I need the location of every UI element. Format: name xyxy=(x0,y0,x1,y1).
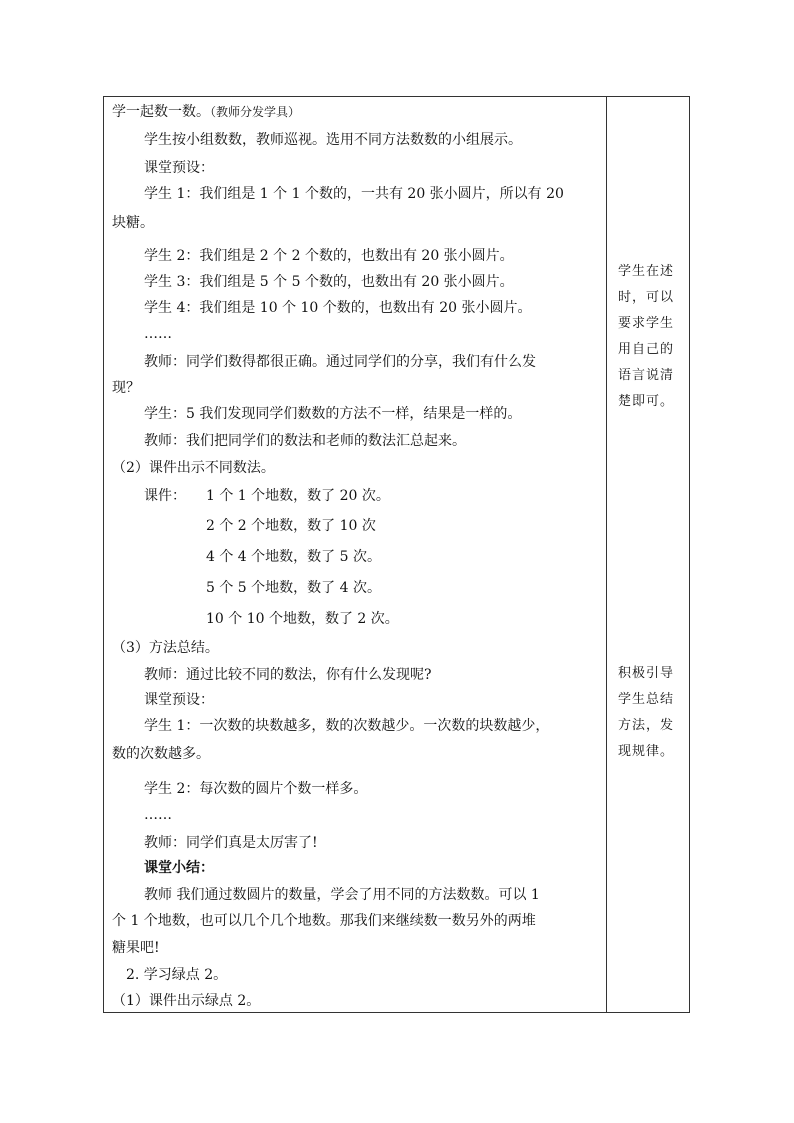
line-05: 块糖。 xyxy=(112,215,154,231)
line-25: 学生 2：每次数的圆片个数一样多。 xyxy=(144,781,368,797)
line-31: 糖果吧! xyxy=(112,940,160,956)
lesson-plan-table xyxy=(103,96,690,1013)
method-2: 2 个 2 个地数，数了 10 次 xyxy=(206,518,376,534)
line-26: …… xyxy=(144,807,172,823)
line-12: 学生：5 我们发现同学们数数的方法不一样，结果是一样的。 xyxy=(144,406,522,422)
method-3: 4 个 4 个地数，数了 5 次。 xyxy=(206,549,381,565)
method-4: 5 个 5 个地数，数了 4 次。 xyxy=(206,580,381,596)
line-29: 教师 我们通过数圆片的数量，学会了用不同的方法数数。可以 1 xyxy=(144,887,540,903)
line-20: （3）方法总结。 xyxy=(112,640,219,656)
line-03: 课堂预设： xyxy=(144,160,214,176)
line-27: 教师：同学们真是太厉害了! xyxy=(144,835,318,851)
summary-heading: 课堂小结： xyxy=(144,860,214,876)
line-01-text: 学一起数一数。 xyxy=(112,104,210,120)
line-08: 学生 4：我们组是 10 个 10 个数的，也数出有 20 张小圆片。 xyxy=(144,300,532,316)
line-15 xyxy=(144,487,390,505)
method-1: 1 个 1 个地数，数了 20 次。 xyxy=(206,488,390,504)
line-09: …… xyxy=(144,326,172,342)
courseware-label: 课件： xyxy=(144,488,186,504)
line-01-note: （教师分发学具） xyxy=(210,105,301,119)
line-14: （2）课件出示不同数法。 xyxy=(112,460,275,476)
line-13: 教师：我们把同学们的数法和老师的数法汇总起来。 xyxy=(144,433,466,449)
column-divider xyxy=(606,97,607,1012)
line-06: 学生 2：我们组是 2 个 2 个数的，也数出有 20 张小圆片。 xyxy=(144,248,514,264)
line-24: 数的次数越多。 xyxy=(112,746,210,762)
line-33: （1）课件出示绿点 2。 xyxy=(112,993,261,1009)
line-10: 教师：同学们数得都很正确。通过同学们的分享，我们有什么发 xyxy=(144,354,536,370)
line-11: 现？ xyxy=(112,380,140,396)
line-07: 学生 3：我们组是 5 个 5 个数的，也数出有 20 张小圆片。 xyxy=(144,274,514,290)
side-note-1: 学生在述时，可以要求学生用自己的语言说清楚即可。 xyxy=(618,264,675,409)
line-30: 个 1 个地数，也可以几个几个地数。那我们来继续数一数另外的两堆 xyxy=(112,913,536,929)
method-5: 10 个 10 个地数，数了 2 次。 xyxy=(206,611,399,627)
line-02: 学生按小组数数，教师巡视。选用不同方法数数的小组展示。 xyxy=(144,132,522,148)
line-01 xyxy=(112,103,300,121)
line-22: 课堂预设： xyxy=(144,692,214,708)
line-04: 学生 1：我们组是 1 个 1 个数的，一共有 20 张小圆片，所以有 20 xyxy=(144,186,564,202)
line-21: 教师：通过比较不同的数法，你有什么发现呢? xyxy=(144,667,432,683)
line-23: 学生 1：一次数的块数越多，数的次数越少。一次数的块数越少， xyxy=(144,718,550,734)
side-note-2: 积极引导学生总结方法，发现规律。 xyxy=(618,666,675,759)
line-32: 2. 学习绿点 2。 xyxy=(126,967,228,983)
